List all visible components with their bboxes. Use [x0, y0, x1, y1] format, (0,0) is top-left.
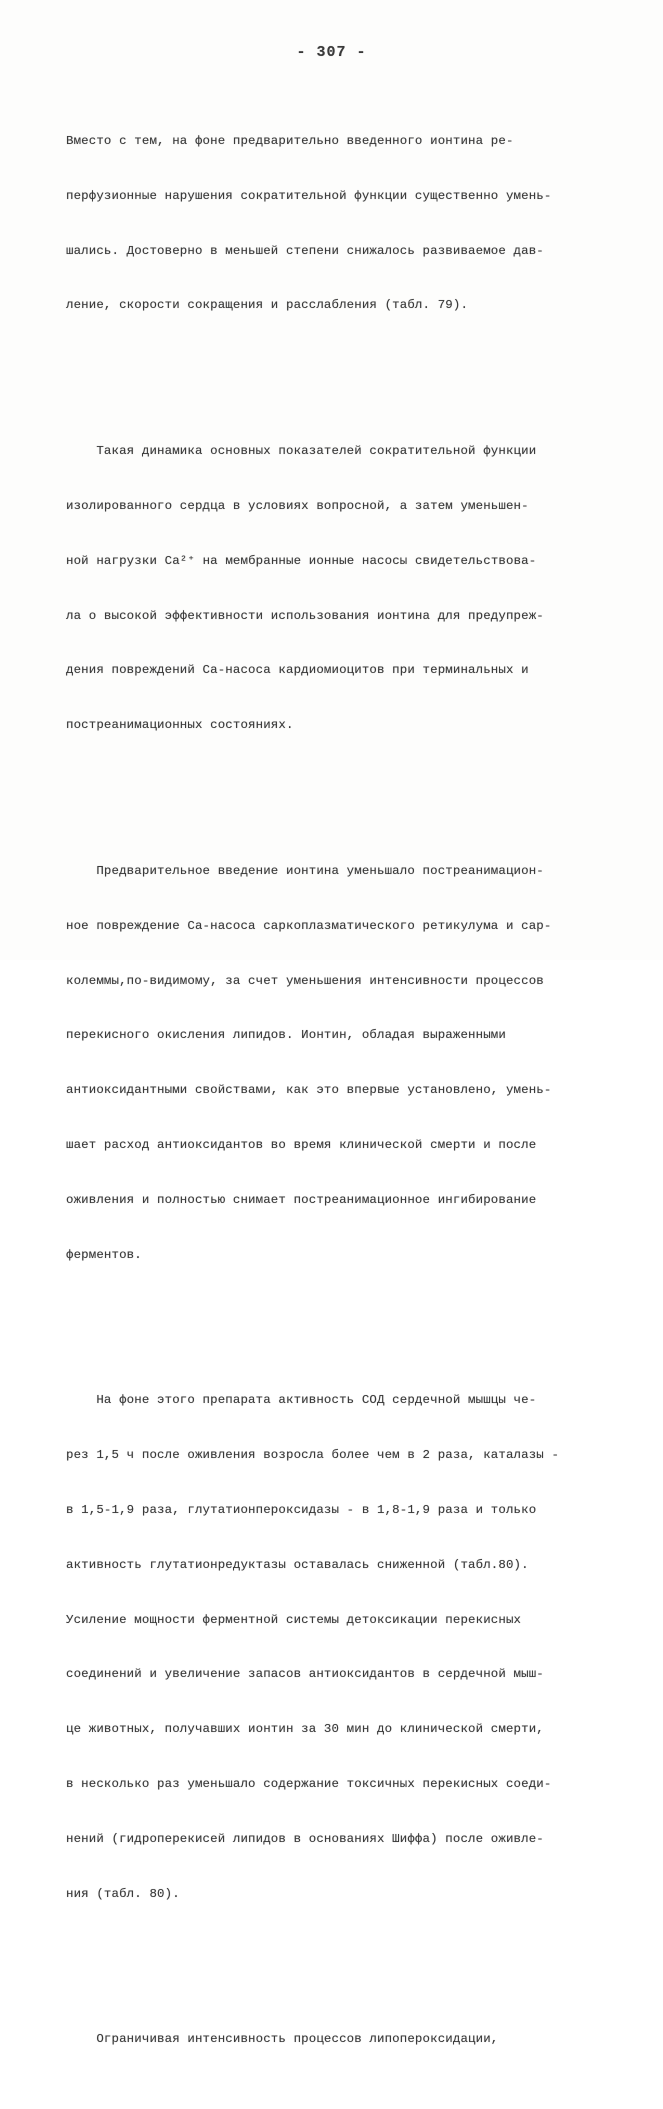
text-line: оживления и полностью снимает постреанимационное ингибирование	[66, 1192, 537, 1207]
text-line: Ограничивая интенсивность процессов липопероксидации,	[66, 2032, 499, 2047]
text-line: нений (гидроперекисей липидов в основаниях Шиффа) после оживле-	[66, 1831, 544, 1846]
paragraph	[66, 1359, 606, 1935]
text-line: ния (табл. 80).	[66, 1886, 180, 1901]
text-line: колеммы,по-видимому, за счет уменьшения интенсивности процессов	[66, 973, 544, 988]
text-line: изолированного сердца в условиях вопросной, а затем уменьшен-	[66, 498, 529, 513]
paragraph	[66, 100, 606, 347]
text-line: перфузионные нарушения сократительной функции существенно умень-	[66, 188, 552, 203]
text-line: в 1,5-1,9 раза, глутатионпероксидазы - в 1,8-1,9 раза и только	[66, 1502, 537, 1517]
text-line: Такая динамика основных показателей сократительной функции	[66, 444, 537, 459]
text-line: ление, скорости сокращения и расслабления (табл. 79).	[66, 298, 469, 313]
page-number: - 307 -	[296, 44, 367, 61]
text-line: перекисного окисления липидов. Ионтин, обладая выраженными	[66, 1028, 506, 1043]
text-line: соединений и увеличение запасов антиоксидантов в сердечной мыш-	[66, 1667, 544, 1682]
text-line: рез 1,5 ч после оживления возросла более чем в 2 раза, каталазы -	[66, 1448, 560, 1463]
text-line: шались. Достоверно в меньшей степени снижалось развиваемое дав-	[66, 243, 544, 258]
text-line: в несколько раз уменьшало содержание токсичных перекисных соеди-	[66, 1776, 552, 1791]
text-line: ное повреждение Ca-насоса саркоплазматического ретикулума и сар-	[66, 918, 552, 933]
paragraph	[66, 1998, 606, 2081]
paragraph	[66, 410, 606, 767]
text-line: ферментов.	[66, 1247, 142, 1262]
text-line: постреанимационных состояниях.	[66, 718, 294, 733]
text-line: активность глутатионредуктазы оставалась сниженной (табл.80).	[66, 1557, 529, 1572]
paragraph	[66, 830, 606, 1296]
body-text	[66, 72, 606, 2109]
text-line: шает расход антиоксидантов во время клинической смерти и после	[66, 1137, 537, 1152]
text-line: це животных, получавших ионтин за 30 мин до клинической смерти,	[66, 1722, 544, 1737]
text-line: Предварительное введение ионтина уменьшало постреанимацион-	[66, 863, 544, 878]
text-line: Усиление мощности ферментной системы детоксикации перекисных	[66, 1612, 522, 1627]
text-line: антиоксидантными свойствами, как это впервые установлено, умень-	[66, 1083, 552, 1098]
text-line: дения повреждений Ca-насоса кардиомиоцитов при терминальных и	[66, 663, 529, 678]
text-line: Вместо с тем, на фоне предварительно введенного ионтина ре-	[66, 134, 514, 148]
text-line: На фоне этого препарата активность СОД сердечной мышцы че-	[66, 1393, 537, 1408]
text-line: ной нагрузки Ca²⁺ на мембранные ионные насосы свидетельствова-	[66, 553, 537, 568]
text-line: ла о высокой эффективности использования ионтина для предупреж-	[66, 608, 544, 623]
